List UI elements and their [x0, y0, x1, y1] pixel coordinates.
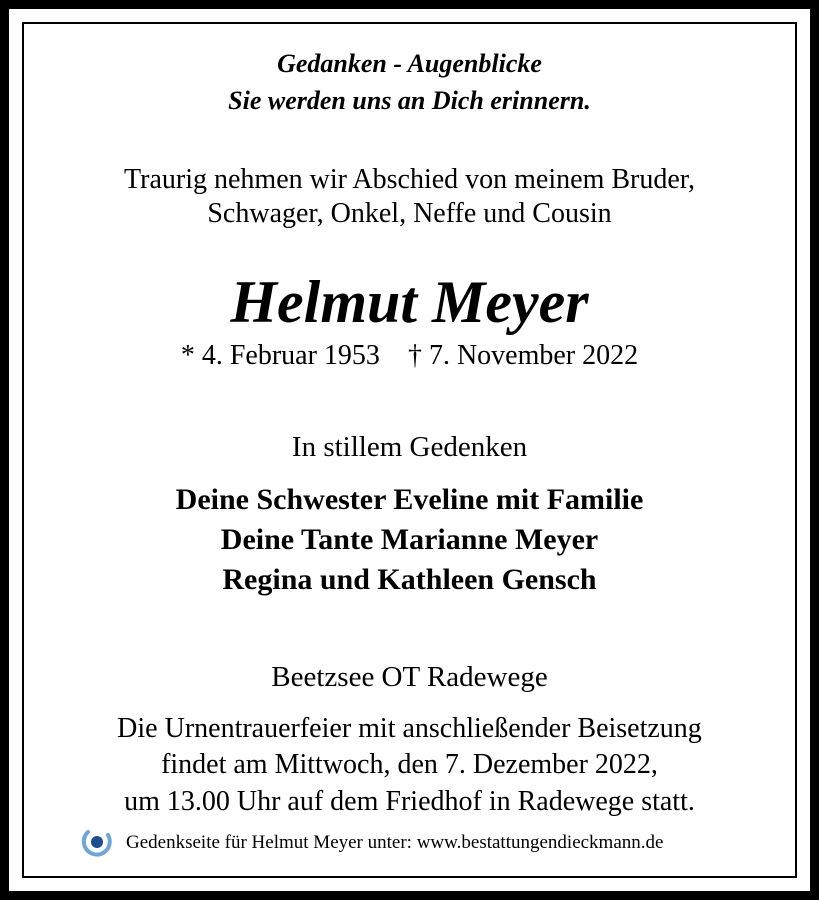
- motto-line-1: Gedanken - Augenblicke: [277, 49, 542, 78]
- intro-line-2: Schwager, Onkel, Neffe und Cousin: [207, 198, 612, 229]
- location: Beetzsee OT Radewege: [271, 661, 548, 693]
- deceased-name: Helmut Meyer: [230, 269, 589, 335]
- intro-line-1: Traurig nehmen wir Abschied von meinem Bruder,: [124, 164, 695, 195]
- mourner-name: Deine Schwester Eveline mit Familie: [175, 483, 644, 516]
- birth-date: * 4. Februar 1953: [180, 340, 380, 371]
- mourner-name: Deine Tante Marianne Meyer: [220, 523, 599, 556]
- life-dates: [0, 342, 819, 370]
- ceremony-line-2: findet am Mittwoch, den 7. Dezember 2022,: [161, 749, 658, 780]
- memorial-page-link[interactable]: Gedenkseite für Helmut Meyer unter: www.bestattungendieckmann.de: [126, 832, 664, 853]
- circle-dot-logo-icon: [80, 826, 114, 860]
- mourner-name: Regina und Kathleen Gensch: [222, 563, 597, 596]
- memorial-page-footer: [80, 826, 663, 860]
- mourners-heading: In stillem Gedenken: [291, 431, 528, 463]
- ceremony-line-1: Die Urnentrauerfeier mit anschließender Beisetzung: [117, 713, 702, 744]
- motto-line-2: Sie werden uns an Dich erinnern.: [228, 86, 591, 115]
- death-date: † 7. November 2022: [407, 340, 639, 371]
- ceremony-line-3: um 13.00 Uhr auf dem Friedhof in Radewege statt.: [124, 786, 695, 817]
